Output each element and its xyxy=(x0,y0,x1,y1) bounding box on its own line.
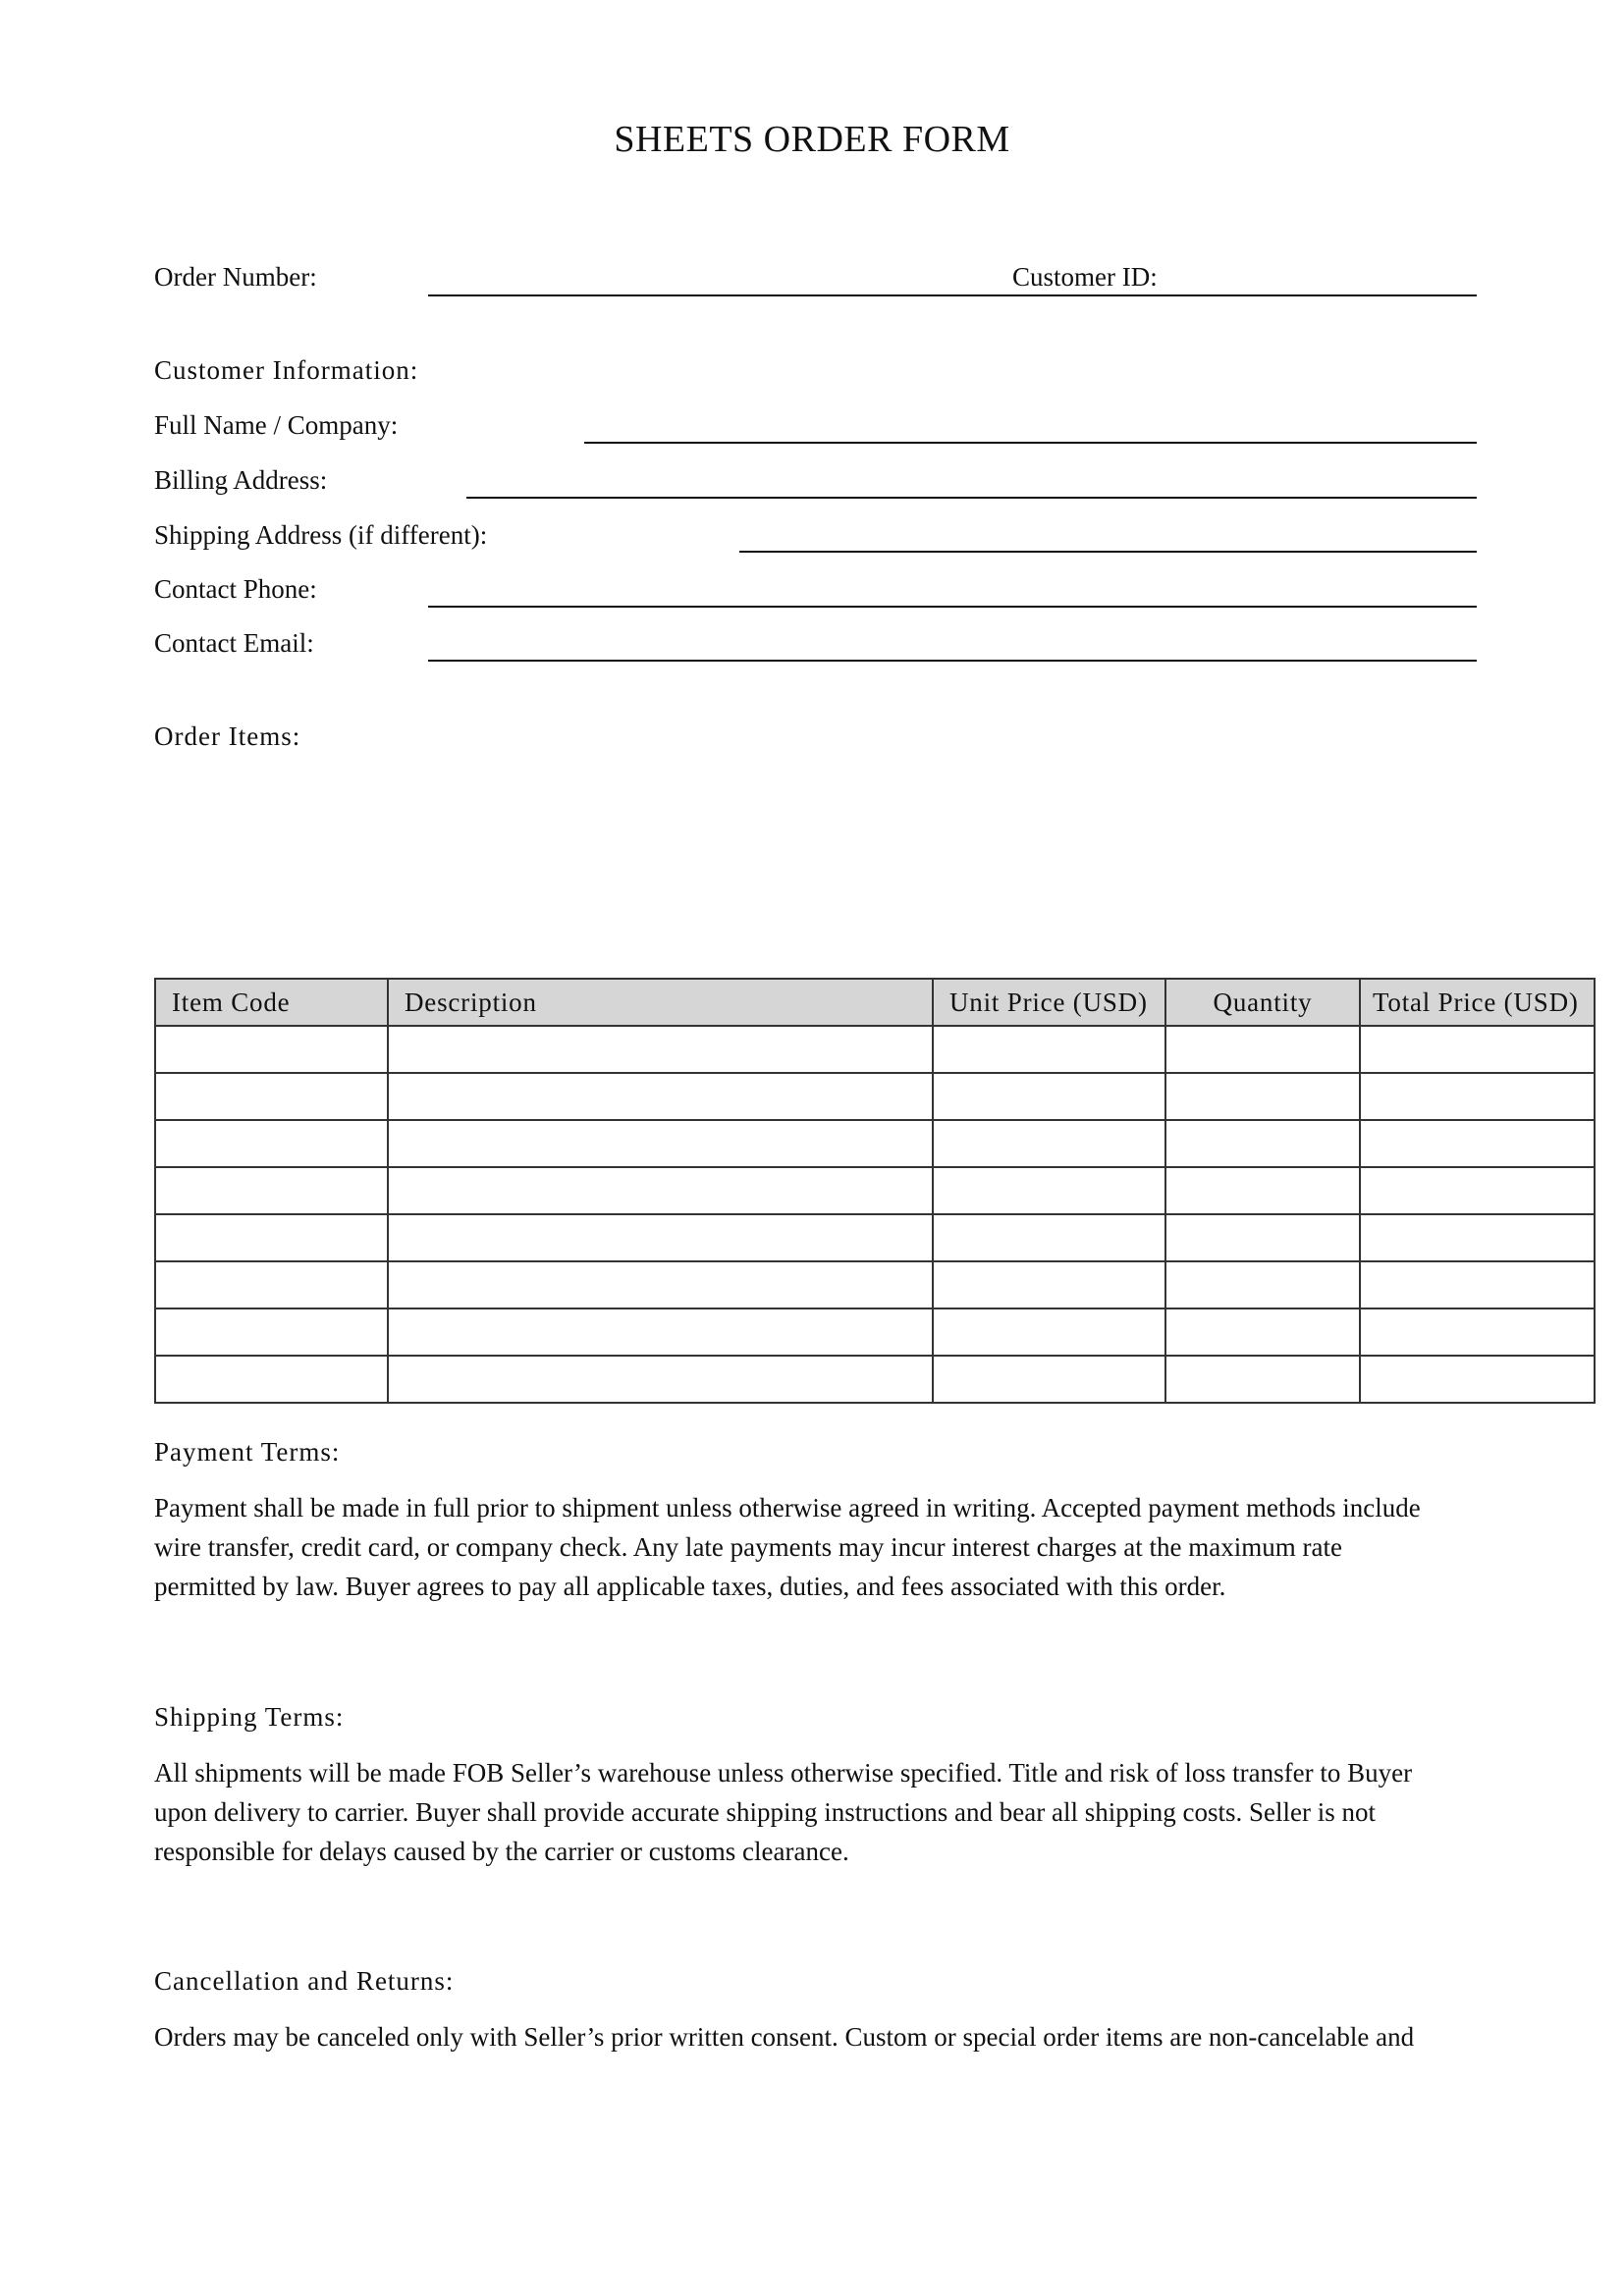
cell-unit-price[interactable] xyxy=(933,1214,1165,1261)
col-header-total-price: Total Price (USD) xyxy=(1360,979,1595,1026)
contact-email-label: Contact Email: xyxy=(154,628,314,658)
table-row xyxy=(155,1073,1595,1120)
cell-item-code[interactable] xyxy=(155,1261,388,1308)
payment-terms-heading: Payment Terms: xyxy=(154,1437,341,1467)
cell-unit-price[interactable] xyxy=(933,1026,1165,1073)
cell-quantity[interactable] xyxy=(1165,1214,1360,1261)
customer-info-heading: Customer Information: xyxy=(154,355,419,385)
order-number-field[interactable] xyxy=(428,294,1477,296)
table-row xyxy=(155,1167,1595,1214)
full-name-field[interactable] xyxy=(584,442,1477,444)
order-items-body xyxy=(155,1026,1595,1403)
order-items-table xyxy=(154,978,1596,1404)
cell-total-price[interactable] xyxy=(1360,1073,1595,1120)
cell-description[interactable] xyxy=(388,1261,933,1308)
table-row xyxy=(155,1026,1595,1073)
cell-total-price[interactable] xyxy=(1360,1261,1595,1308)
table-row xyxy=(155,1214,1595,1261)
cell-total-price[interactable] xyxy=(1360,1214,1595,1261)
shipping-terms-line: upon delivery to carrier. Buyer shall provide accurate shipping instructions and bear all shipping costs. Seller is not xyxy=(154,1797,1376,1827)
cell-unit-price[interactable] xyxy=(933,1356,1165,1403)
table-row xyxy=(155,1356,1595,1403)
cell-quantity[interactable] xyxy=(1165,1167,1360,1214)
order-number-label: Order Number: xyxy=(154,262,317,292)
cell-item-code[interactable] xyxy=(155,1214,388,1261)
col-header-unit-price: Unit Price (USD) xyxy=(933,979,1165,1026)
cell-description[interactable] xyxy=(388,1120,933,1167)
cell-unit-price[interactable] xyxy=(933,1308,1165,1356)
cell-description[interactable] xyxy=(388,1073,933,1120)
shipping-terms-heading: Shipping Terms: xyxy=(154,1702,345,1732)
cell-quantity[interactable] xyxy=(1165,1308,1360,1356)
table-row xyxy=(155,1261,1595,1308)
table-row xyxy=(155,1308,1595,1356)
cell-unit-price[interactable] xyxy=(933,1261,1165,1308)
shipping-address-field[interactable] xyxy=(739,551,1477,553)
page-title: SHEETS ORDER FORM xyxy=(614,119,1010,160)
payment-terms-line: permitted by law. Buyer agrees to pay all applicable taxes, duties, and fees associated with this order. xyxy=(154,1572,1226,1601)
cell-unit-price[interactable] xyxy=(933,1120,1165,1167)
billing-address-field[interactable] xyxy=(466,497,1477,499)
cell-quantity[interactable] xyxy=(1165,1073,1360,1120)
cell-description[interactable] xyxy=(388,1167,933,1214)
cell-quantity[interactable] xyxy=(1165,1261,1360,1308)
cell-quantity[interactable] xyxy=(1165,1026,1360,1073)
contact-phone-label: Contact Phone: xyxy=(154,574,317,604)
cancellation-line: Orders may be canceled only with Seller’s prior written consent. Custom or special order items are non-cancelable and xyxy=(154,2022,1415,2052)
shipping-terms-line: All shipments will be made FOB Seller’s warehouse unless otherwise specified. Title and risk of loss transfer to Buyer xyxy=(154,1758,1413,1788)
payment-terms-text xyxy=(154,1488,1489,1606)
order-items-heading: Order Items: xyxy=(154,721,301,751)
cell-quantity[interactable] xyxy=(1165,1120,1360,1167)
cell-quantity[interactable] xyxy=(1165,1356,1360,1403)
cell-item-code[interactable] xyxy=(155,1167,388,1214)
cell-description[interactable] xyxy=(388,1356,933,1403)
payment-terms-line: Payment shall be made in full prior to shipment unless otherwise agreed in writing. Accepted payment methods include xyxy=(154,1493,1421,1522)
cell-item-code[interactable] xyxy=(155,1120,388,1167)
cell-description[interactable] xyxy=(388,1214,933,1261)
payment-terms-line: wire transfer, credit card, or company check. Any late payments may incur interest charges at the maximum rate xyxy=(154,1532,1342,1562)
full-name-label: Full Name / Company: xyxy=(154,410,399,440)
shipping-terms-line: responsible for delays caused by the carrier or customs clearance. xyxy=(154,1837,849,1866)
shipping-address-label: Shipping Address (if different): xyxy=(154,520,488,550)
contact-email-field[interactable] xyxy=(428,660,1477,662)
table-header-row xyxy=(155,979,1595,1026)
shipping-terms-text xyxy=(154,1753,1489,1871)
cell-item-code[interactable] xyxy=(155,1026,388,1073)
customer-id-label: Customer ID: xyxy=(1012,262,1158,292)
cell-item-code[interactable] xyxy=(155,1308,388,1356)
cell-total-price[interactable] xyxy=(1360,1308,1595,1356)
cell-item-code[interactable] xyxy=(155,1356,388,1403)
cell-description[interactable] xyxy=(388,1026,933,1073)
col-header-quantity: Quantity xyxy=(1165,979,1360,1026)
cell-item-code[interactable] xyxy=(155,1073,388,1120)
cancellation-text xyxy=(154,2017,1489,2056)
cell-total-price[interactable] xyxy=(1360,1167,1595,1214)
table-row xyxy=(155,1120,1595,1167)
col-header-description: Description xyxy=(388,979,933,1026)
cell-unit-price[interactable] xyxy=(933,1073,1165,1120)
cell-total-price[interactable] xyxy=(1360,1120,1595,1167)
contact-phone-field[interactable] xyxy=(428,606,1477,608)
cancellation-heading: Cancellation and Returns: xyxy=(154,1966,455,1996)
billing-address-label: Billing Address: xyxy=(154,465,328,495)
cell-unit-price[interactable] xyxy=(933,1167,1165,1214)
cell-total-price[interactable] xyxy=(1360,1026,1595,1073)
cell-total-price[interactable] xyxy=(1360,1356,1595,1403)
cell-description[interactable] xyxy=(388,1308,933,1356)
col-header-item-code: Item Code xyxy=(155,979,388,1026)
